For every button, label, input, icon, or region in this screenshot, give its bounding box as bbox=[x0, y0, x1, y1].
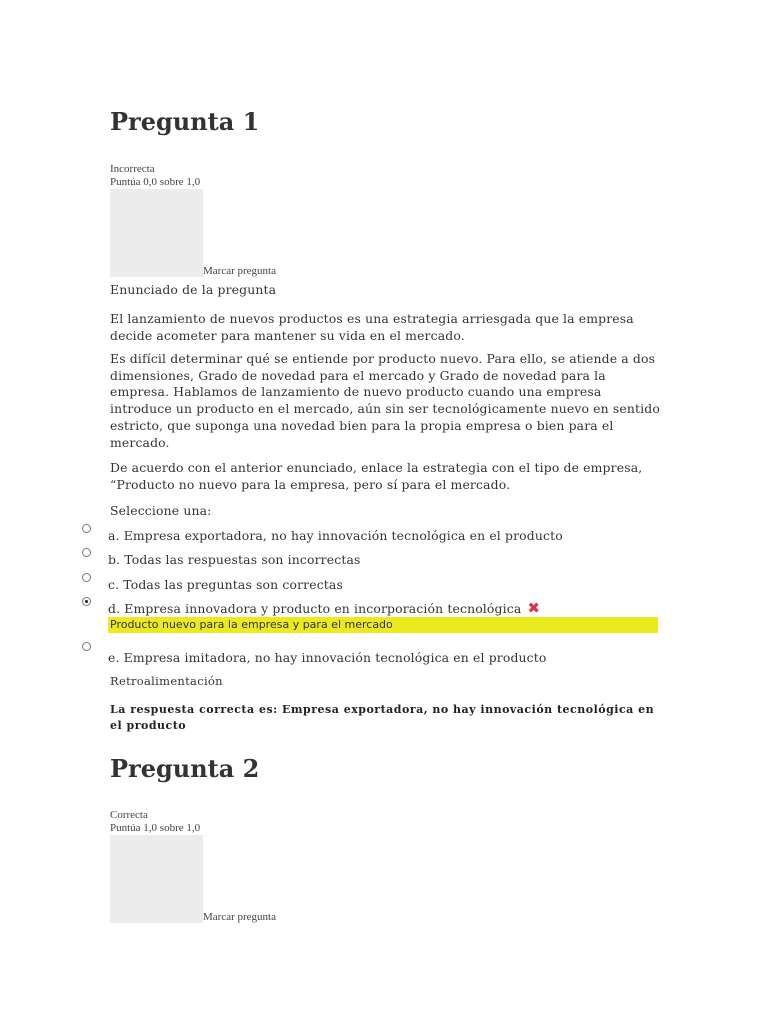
option-b-radio[interactable] bbox=[82, 548, 91, 557]
option-a-radio[interactable] bbox=[82, 524, 91, 533]
answer-highlight: Producto nuevo para la empresa y para el mercado bbox=[108, 617, 658, 633]
question-1-score: Puntúa 0,0 sobre 1,0 bbox=[110, 176, 201, 188]
option-d-label: d. Empresa innovadora y producto en incorporación tecnológica bbox=[108, 601, 522, 616]
question-paragraph-2: Es difícil determinar qué se entiende por producto nuevo. Para ello, se atiende a dos dimensiones, Grado de novedad para el mercado y Grado de novedad para la empresa. Hablamos de lanzamiento de nuevo producto cuando una empresa introduce un producto en el mercado, aún sin ser tecnológicamente nuevo en sentido estricto, que suponga una novedad bien para la propia empresa o bien para el mercado. bbox=[110, 351, 660, 450]
flag-question-link[interactable]: Marcar pregunta bbox=[203, 265, 276, 277]
question-1-status: Incorrecta bbox=[110, 163, 155, 175]
option-d-row[interactable] bbox=[108, 600, 540, 617]
question-2-title: Pregunta 2 bbox=[110, 754, 260, 783]
option-a-label[interactable]: a. Empresa exportadora, no hay innovación tecnológica en el producto bbox=[108, 528, 563, 543]
question-2-score: Puntúa 1,0 sobre 1,0 bbox=[110, 822, 201, 834]
flag-image-placeholder-2[interactable] bbox=[110, 835, 203, 923]
option-e-label[interactable]: e. Empresa imitadora, no hay innovación tecnológica en el producto bbox=[108, 650, 547, 665]
option-d-radio-selected[interactable] bbox=[82, 597, 91, 606]
select-prompt: Seleccione una: bbox=[110, 503, 212, 518]
feedback-correct-answer: La respuesta correcta es: Empresa exportadora, no hay innovación tecnológica en el producto bbox=[110, 703, 655, 732]
question-paragraph-1: El lanzamiento de nuevos productos es una estrategia arriesgada que la empresa decide acometer para mantener su vida en el mercado. bbox=[110, 311, 634, 343]
question-paragraph-3: De acuerdo con el anterior enunciado, enlace la estrategia con el tipo de empresa, “Producto no nuevo para la empresa, pero sí para el mercado. bbox=[110, 460, 643, 492]
option-e-radio[interactable] bbox=[82, 642, 91, 651]
option-c-radio[interactable] bbox=[82, 573, 91, 582]
flag-image-placeholder[interactable] bbox=[110, 189, 203, 277]
question-1-title: Pregunta 1 bbox=[110, 107, 260, 136]
question-2-status: Correcta bbox=[110, 809, 148, 821]
question-text-heading: Enunciado de la pregunta bbox=[110, 282, 277, 297]
incorrect-x-icon: ✖ bbox=[527, 599, 541, 617]
feedback-heading: Retroalimentación bbox=[110, 674, 223, 688]
flag-question-link-2[interactable]: Marcar pregunta bbox=[203, 911, 276, 923]
option-b-label[interactable]: b. Todas las respuestas son incorrectas bbox=[108, 552, 361, 567]
option-c-label[interactable]: c. Todas las preguntas son correctas bbox=[108, 577, 343, 592]
